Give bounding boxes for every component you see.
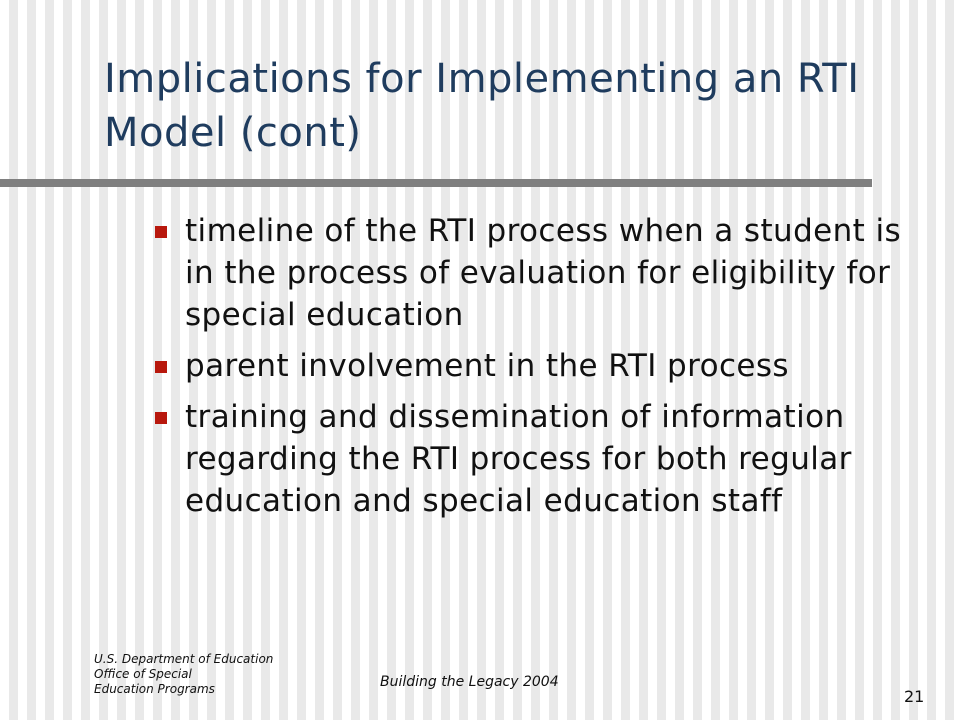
footer-org-line: U.S. Department of Education (94, 652, 274, 666)
square-bullet-icon (155, 226, 167, 238)
footer-event-title: Building the Legacy 2004 (380, 674, 559, 690)
bullet-list (155, 210, 925, 531)
bullet-item (155, 396, 925, 522)
slide-title: Implications for Implementing an RTI Model (cont) (104, 56, 860, 156)
footer-organization (94, 652, 334, 697)
footer-org-line: Office of Special (94, 667, 192, 681)
bullet-item (155, 345, 925, 387)
slide-number: 21 (904, 687, 925, 706)
square-bullet-icon (155, 361, 167, 373)
bullet-text: training and dissemination of information regarding the RTI process for both regular education and special education staff (185, 399, 852, 519)
title-divider (0, 179, 872, 187)
bullet-text: timeline of the RTI process when a student is in the process of evaluation for eligibility for special education (185, 213, 902, 333)
footer-org-line: Education Programs (94, 682, 215, 696)
square-bullet-icon (155, 412, 167, 424)
bullet-item (155, 210, 925, 336)
bullet-text: parent involvement in the RTI process (185, 348, 789, 384)
